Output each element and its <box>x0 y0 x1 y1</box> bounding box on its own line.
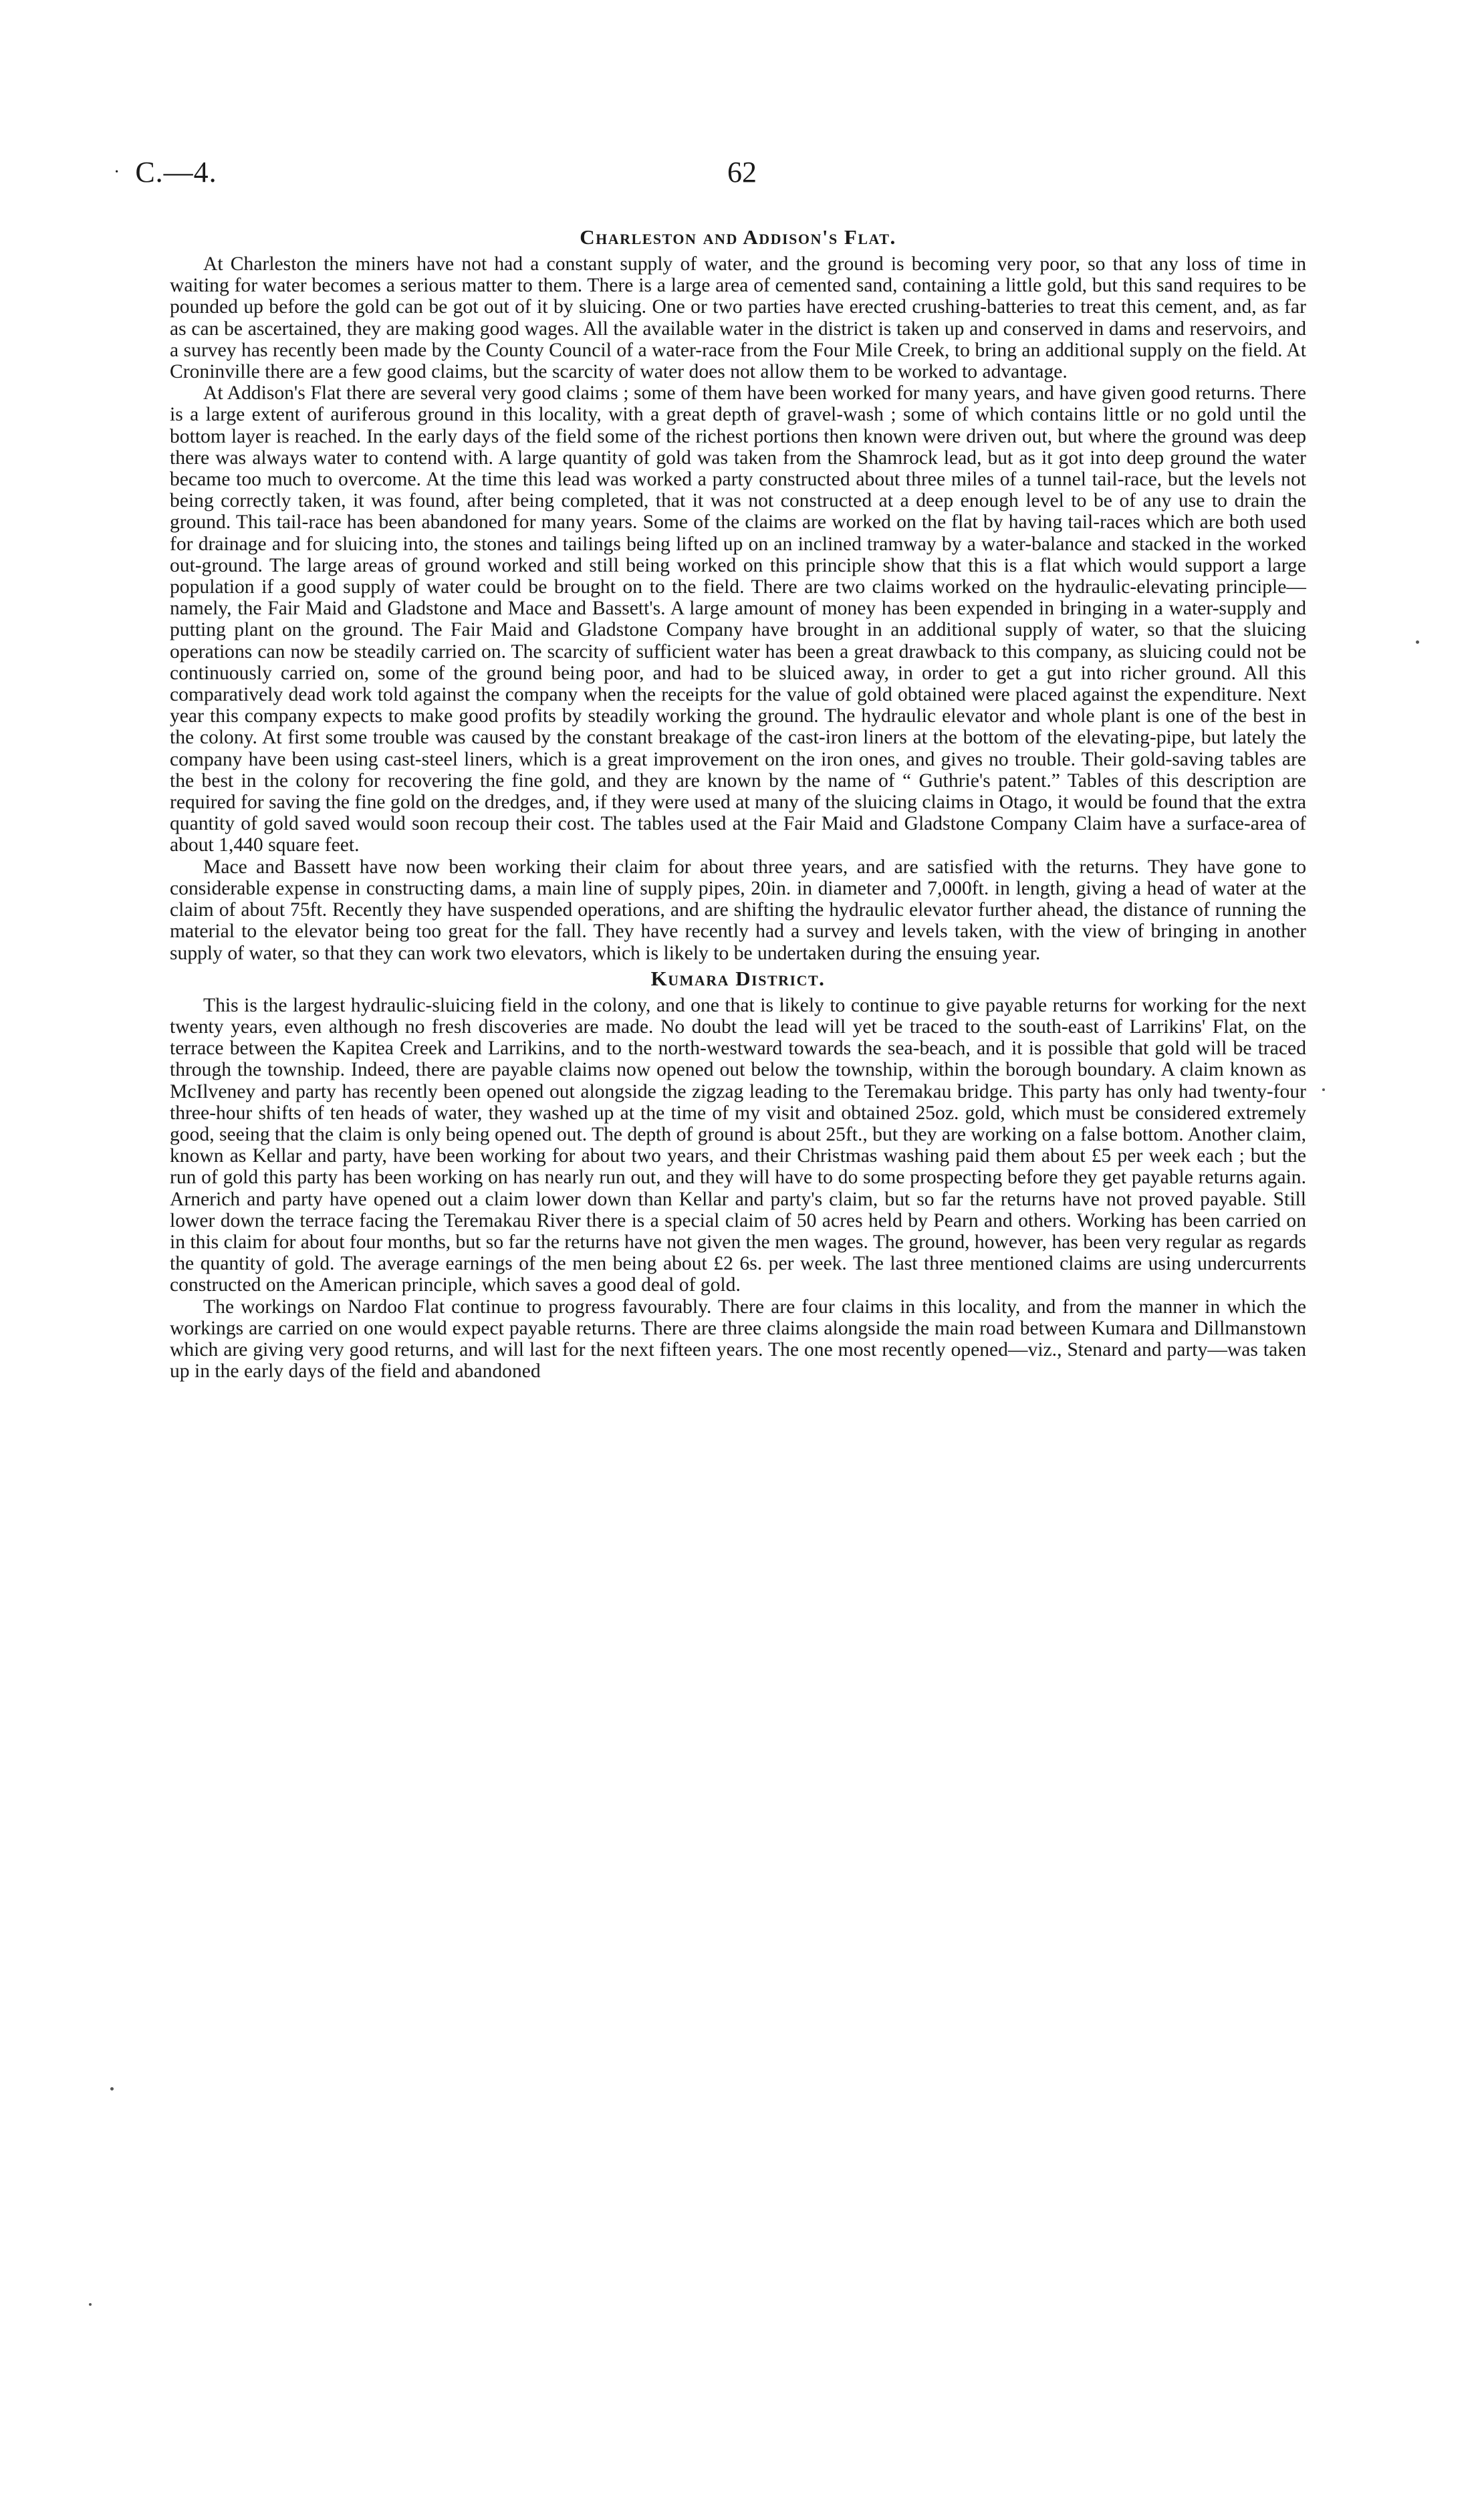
page-number: 62 <box>727 156 757 189</box>
document-reference-text: C.—4. <box>135 156 217 189</box>
paragraph: Mace and Bassett have now been working their claim for about three years, and are satisfied with the returns. They have gone to considerable expense in constructing dams, a main line of supply pipes, 20in. in diameter and 7,000ft. in length, giving a head of water at the claim of about 75ft. Recently they have suspended operations, and are shifting the hydraulic elevator further ahead, the distance of running the material to the elevator being too great for the fall. They have recently had a survey and levels taken, with the view of bringing in another supply of water, so that they can work two elevators, which is likely to be undertaken during the ensuing year. <box>170 856 1306 964</box>
scan-speck <box>1416 640 1419 644</box>
scan-speck <box>89 2303 92 2306</box>
margin-bullet: · <box>114 162 121 183</box>
section-charleston <box>170 224 1306 964</box>
section-kumara <box>170 965 1306 1383</box>
scan-speck <box>110 2087 114 2091</box>
section-heading: Charleston and Addison's Flat. <box>580 225 896 249</box>
paragraph: The workings on Nardoo Flat continue to progress favourably. There are four claims in this locality, and from the manner in which the workings are carried on one would expect payable returns. There are three claims alongside the main road between Kumara and Dillmanstown which are giving very good returns, and will last for the next fifteen years. The one most recently opened—viz., Stenard and party—was taken up in the early days of the field and abandoned <box>170 1296 1306 1383</box>
section-heading: Kumara District. <box>650 966 826 990</box>
paragraph: At Addison's Flat there are several very good claims ; some of them have been worked for many years, and have given good returns. There is a large extent of auriferous ground in this locality, with a great depth of gravel-wash ; some of which contains little or no gold until the bottom layer is reached. In the early days of the field some of the richest portions then known were driven out, but where the ground was deep there was always water to contend with. A large quantity of gold was taken from the Shamrock lead, but as it got into deep ground the water became too much to overcome. At the time this lead was worked a party constructed about three miles of a tunnel tail-race, but the levels not being correctly taken, it was found, after being completed, that it was not constructed at a deep enough level to be of any use to drain the ground. This tail-race has been abandoned for many years. Some of the claims are worked on the flat by having tail-races which are both used for drainage and for sluicing into, the stones and tailings being lifted up on an inclined tramway by a water-balance and stacked in the worked out-ground. The large areas of ground worked and still being worked on this principle show that this is a flat which would support a large population if a good supply of water could be brought on to the field. There are two claims worked on the hydraulic-elevating principle—namely, the Fair Maid and Gladstone and Mace and Bassett's. A large amount of money has been expended in bringing in a water-supply and putting plant on the ground. The Fair Maid and Gladstone Company have brought in an additional supply of water, so that the sluicing operations can now be steadily carried on. The scarcity of sufficient water has been a great drawback to this company, as sluicing could not be continuously carried on, some of the ground being poor, and had to be sluiced away, in order to get a gut into richer ground. All this comparatively dead work told against the company when the receipts for the value of gold obtained were placed against the expenditure. Next year this company expects to make good profits by steadily working the ground. The hydraulic elevator and whole plant is one of the best in the colony. At first some trouble was caused by the constant breakage of the cast-iron liners at the bottom of the elevating-pipe, but lately the company have been using cast-steel liners, which is a great improvement on the iron ones, and gives no trouble. Their gold-saving tables are the best in the colony for recovering the fine gold, and they are known by the name of “ Guthrie's patent.” Tables of this description are required for saving the fine gold on the dredges, and, if they were used at many of the sluicing claims in Otago, it would be found that the extra quantity of gold saved would soon recoup their cost. The tables used at the Fair Maid and Gladstone Company Claim have a surface-area of about 1,440 square feet. <box>170 382 1306 856</box>
paragraph: At Charleston the miners have not had a constant supply of water, and the ground is becoming very poor, so that any loss of time in waiting for water becomes a serious matter to them. There is a large area of cemented sand, containing a little gold, but this sand requires to be pounded up before the gold can be got out of it by sluicing. One or two parties have erected crushing-batteries to treat this cement, and, as far as can be ascertained, they are making good wages. All the available water in the district is taken up and conserved in dams and reservoirs, and a survey has recently been made by the County Council of a water-race from the Four Mile Creek, to bring an additional supply on the field. At Croninville there are a few good claims, but the scarcity of water does not allow them to be worked to advantage. <box>170 253 1306 383</box>
paragraph: This is the largest hydraulic-sluicing field in the colony, and one that is likely to continue to give payable returns for working for the next twenty years, even although no fresh discoveries are made. No doubt the lead will yet be traced to the south-east of Larrikins' Flat, on the terrace between the Kapitea Creek and Larrikins, and to the north-westward towards the sea-beach, and it is possible that gold will be traced through the township. Indeed, there are payable claims now opened out below the township, within the borough boundary. A claim known as McIlveney and party has recently been opened out alongside the zigzag leading to the Teremakau bridge. This party has only had twenty-four three-hour shifts of ten heads of water, they washed up at the time of my visit and obtained 25oz. gold, which must be considered extremely good, seeing that the claim is only being opened out. The depth of ground is about 25ft., but they are working on a false bottom. Another claim, known as Kellar and party, have been working for about two years, and their Christmas washing paid them about £5 per week each ; but the run of gold this party has been working on has nearly run out, and they will have to do some prospecting before they get payable returns again. Arnerich and party have opened out a claim lower down than Kellar and party's claim, but so far the returns have not proved payable. Still lower down the terrace facing the Teremakau River there is a special claim of 50 acres held by Pearn and others. Working has been carried on in this claim for about four months, but so far the returns have not given the men wages. The ground, however, has been very regular as regards the quantity of gold. The average earnings of the men being about £2 6s. per week. The last three mentioned claims are using undercurrents constructed on the American principle, which saves a good deal of gold. <box>170 994 1306 1296</box>
page-header <box>0 155 1484 202</box>
scan-speck <box>1322 1088 1325 1091</box>
body-text <box>170 224 1306 1382</box>
